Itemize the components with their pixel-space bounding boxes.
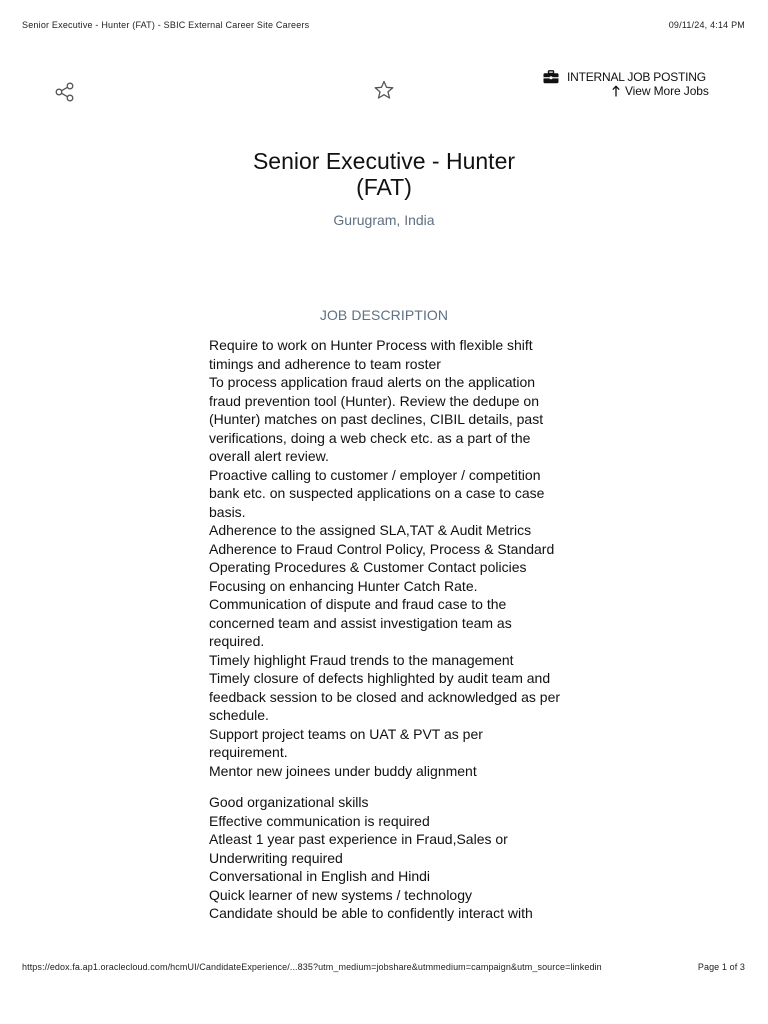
print-footer	[22, 962, 745, 972]
print-header-datetime: 09/11/24, 4:14 PM	[668, 20, 745, 30]
print-header	[22, 20, 745, 30]
responsibilities-list	[209, 336, 563, 780]
responsibility-item: Adherence to Fraud Control Policy, Process & Standard Operating Procedures & Customer Contact policies	[209, 540, 555, 575]
arrow-up-icon	[611, 85, 621, 97]
job-location: Gurugram, India	[333, 212, 435, 228]
posting-info	[543, 70, 733, 98]
requirements-list	[209, 793, 563, 923]
print-header-title: Senior Executive - Hunter (FAT) - SBIC External Career Site Careers	[22, 20, 310, 30]
responsibility-item: Communication of dispute and fraud case to the concerned team and assist investigation team as required.	[209, 596, 512, 649]
view-more-jobs-label: View More Jobs	[625, 84, 709, 98]
responsibility-item: Support project teams on UAT & PVT as per requirement.	[209, 725, 483, 760]
view-more-jobs-link[interactable]	[611, 84, 733, 98]
responsibility-item: Timely highlight Fraud trends to the management	[209, 651, 514, 668]
job-title: Senior Executive - Hunter (FAT)	[252, 148, 516, 200]
job-description	[209, 336, 563, 923]
requirement-item: Conversational in English and Hindi	[209, 868, 431, 884]
responsibility-item: To process application fraud alerts on the application fraud prevention tool (Hunter). Review the dedupe on (Hunter) matches on past declines, CIBIL details, past verifications, doing a web check etc. as a part of the overall alert review.	[209, 374, 544, 464]
section-heading-job-description: JOB DESCRIPTION	[319, 307, 449, 323]
posting-type	[543, 70, 733, 84]
requirement-item: Atleast 1 year past experience in Fraud,Sales or Underwriting required	[209, 831, 508, 866]
share-icon[interactable]	[54, 81, 76, 103]
briefcase-icon	[543, 70, 559, 84]
responsibility-item: Focusing on enhancing Hunter Catch Rate.	[209, 577, 478, 594]
requirement-item: Effective communication is required	[209, 812, 430, 829]
print-footer-page-number: Page 1 of 3	[697, 962, 745, 972]
requirement-item: Candidate should be able to confidently interact with	[209, 905, 533, 921]
posting-type-label: INTERNAL JOB POSTING	[567, 70, 706, 84]
responsibility-item: Adherence to the assigned SLA,TAT & Audit Metrics	[209, 522, 532, 538]
print-footer-url: https://edox.fa.ap1.oraclecloud.com/hcmUI/CandidateExperience/...835?utm_medium=jobshare&utmmedium=campaign&utm_source=linkedin	[22, 962, 602, 972]
responsibility-item: Require to work on Hunter Process with flexible shift timings and adherence to team roster	[209, 337, 533, 372]
requirement-item: Good organizational skills	[209, 794, 369, 810]
responsibility-item: Timely closure of defects highlighted by audit team and feedback session to be closed and acknowledged as per schedule.	[209, 670, 561, 723]
responsibility-item: Mentor new joinees under buddy alignment	[209, 762, 477, 779]
star-icon[interactable]	[373, 79, 395, 101]
paragraph-gap	[209, 780, 563, 793]
responsibility-item: Proactive calling to customer / employer / competition bank etc. on suspected applications on a case to case basis.	[209, 466, 545, 520]
requirement-item: Quick learner of new systems / technology	[209, 886, 473, 903]
